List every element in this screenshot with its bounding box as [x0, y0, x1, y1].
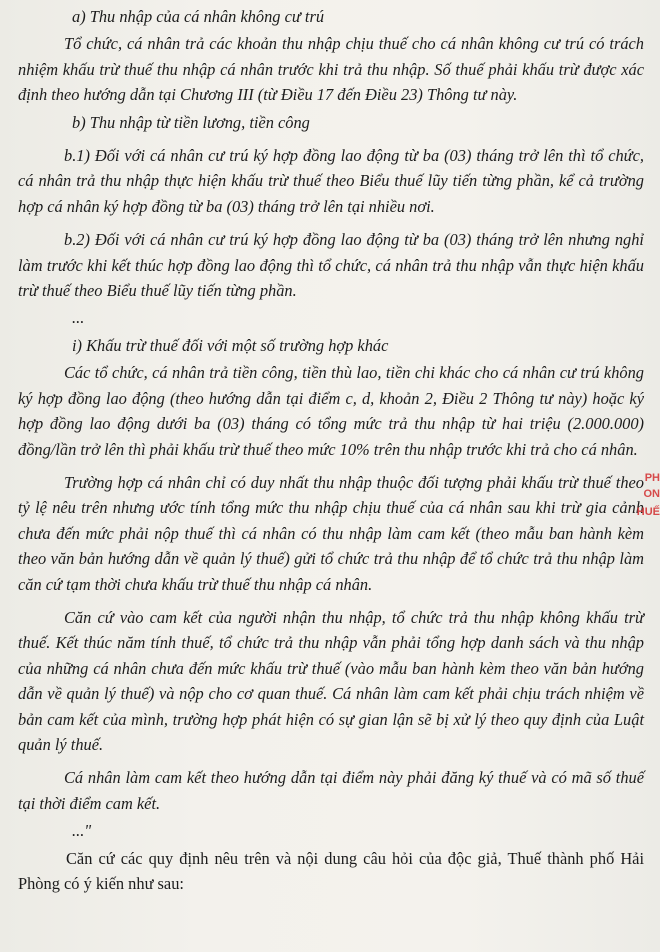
section-a-paragraph: Tổ chức, cá nhân trả các khoản thu nhập chịu thuế cho cá nhân không cư trú có trách nhiệm khấu trừ thuế thu nhập cá nhân trước khi trả thu nhập. Số thuế phải khấu trừ được xác định theo hướng dẫn tại Chương III (từ Điều 17 đến Điều 23) Thông tư này.	[18, 34, 644, 105]
ellipsis: ...	[72, 308, 85, 328]
stamp-text: ON	[643, 488, 660, 500]
red-stamp-fragment	[636, 396, 660, 526]
section-i-heading: i) Khấu trừ thuế đối với một số trường hợp khác	[72, 335, 389, 355]
section-i-paragraph-3: Căn cứ vào cam kết của người nhận thu nhập, tổ chức trả thu nhập không khấu trừ thuế. Kết thúc năm tính thuế, tổ chức trả thu nhập vẫn phải tổng hợp danh sách và thu nhập của những cá nhân chưa đến mức khấu trừ thuế (vào mẫu ban hành kèm theo văn bản hướng dẫn về quản lý thuế) và nộp cho cơ quan thuế. Cá nhân làm cam kết phải chịu trách nhiệm về bản cam kết của mình, trường hợp phát hiện có sự gian lận sẽ bị xử lý theo quy định của Luật quản lý thuế.	[18, 607, 644, 754]
section-i-paragraph-4: Cá nhân làm cam kết theo hướng dẫn tại điểm này phải đăng ký thuế và có mã số thuế tại thời điểm cam kết.	[18, 768, 644, 813]
section-b1-paragraph: b.1) Đối với cá nhân cư trú ký hợp đồng lao động từ ba (03) tháng trở lên thì tổ chức, cá nhân trả thu nhập thực hiện khấu trừ thuế theo Biểu thuế lũy tiến từng phần, kể cả trường hợp cá nhân ký hợp đồng từ ba (03) tháng trở lên tại nhiều nơi.	[18, 146, 644, 216]
document-body	[18, 4, 644, 898]
section-b2-paragraph: b.2) Đối với cá nhân cư trú ký hợp đồng lao động từ ba (03) tháng trở lên nhưng nghỉ làm trước khi kết thúc hợp đồng lao động thì tổ chức, cá nhân trả thu nhập vẫn thực hiện khấu trừ thuế theo Biểu thuế lũy tiến từng phần.	[18, 230, 644, 301]
closing-ellipsis: ..."	[72, 821, 92, 841]
stamp-text: PH	[644, 472, 660, 484]
section-i-paragraph-1: Các tổ chức, cá nhân trả tiền công, tiền thù lao, tiền chi khác cho cá nhân cư trú không ký hợp đồng lao động (theo hướng dẫn tại điểm c, d, khoản 2, Điều 2 Thông tư này) hoặc ký hợp đồng lao động dưới ba (03) tháng có tổng mức trả thu nhập từ hai triệu (2.000.000) đồng/lần trở lên thì phải khấu trừ thuế theo mức 10% trên thu nhập trước khi trả cho cá nhân.	[18, 363, 644, 459]
conclusion-paragraph: Căn cứ các quy định nêu trên và nội dung câu hỏi của độc giả, Thuế thành phố Hải Phòng có ý kiến như sau:	[18, 848, 644, 893]
section-i-paragraph-2: Trường hợp cá nhân chỉ có duy nhất thu nhập thuộc đối tượng phải khấu trừ thuế theo tỷ lệ nêu trên nhưng ước tính tổng mức thu nhập chịu thuế của cá nhân sau khi trừ gia cảnh chưa đến mức phải nộp thuế thì cá nhân có thu nhập làm cam kết (theo mẫu ban hành kèm theo văn bản hướng dẫn về quản lý thuế) gửi tổ chức trả thu nhập để tổ chức trả thu nhập làm căn cứ tạm thời chưa khấu trừ thuế thu nhập cá nhân.	[18, 472, 644, 594]
stamp-text: HUẾ	[636, 506, 660, 518]
section-a-heading: a) Thu nhập của cá nhân không cư trú	[72, 7, 325, 26]
section-b-heading: b) Thu nhập từ tiền lương, tiền công	[72, 112, 310, 132]
